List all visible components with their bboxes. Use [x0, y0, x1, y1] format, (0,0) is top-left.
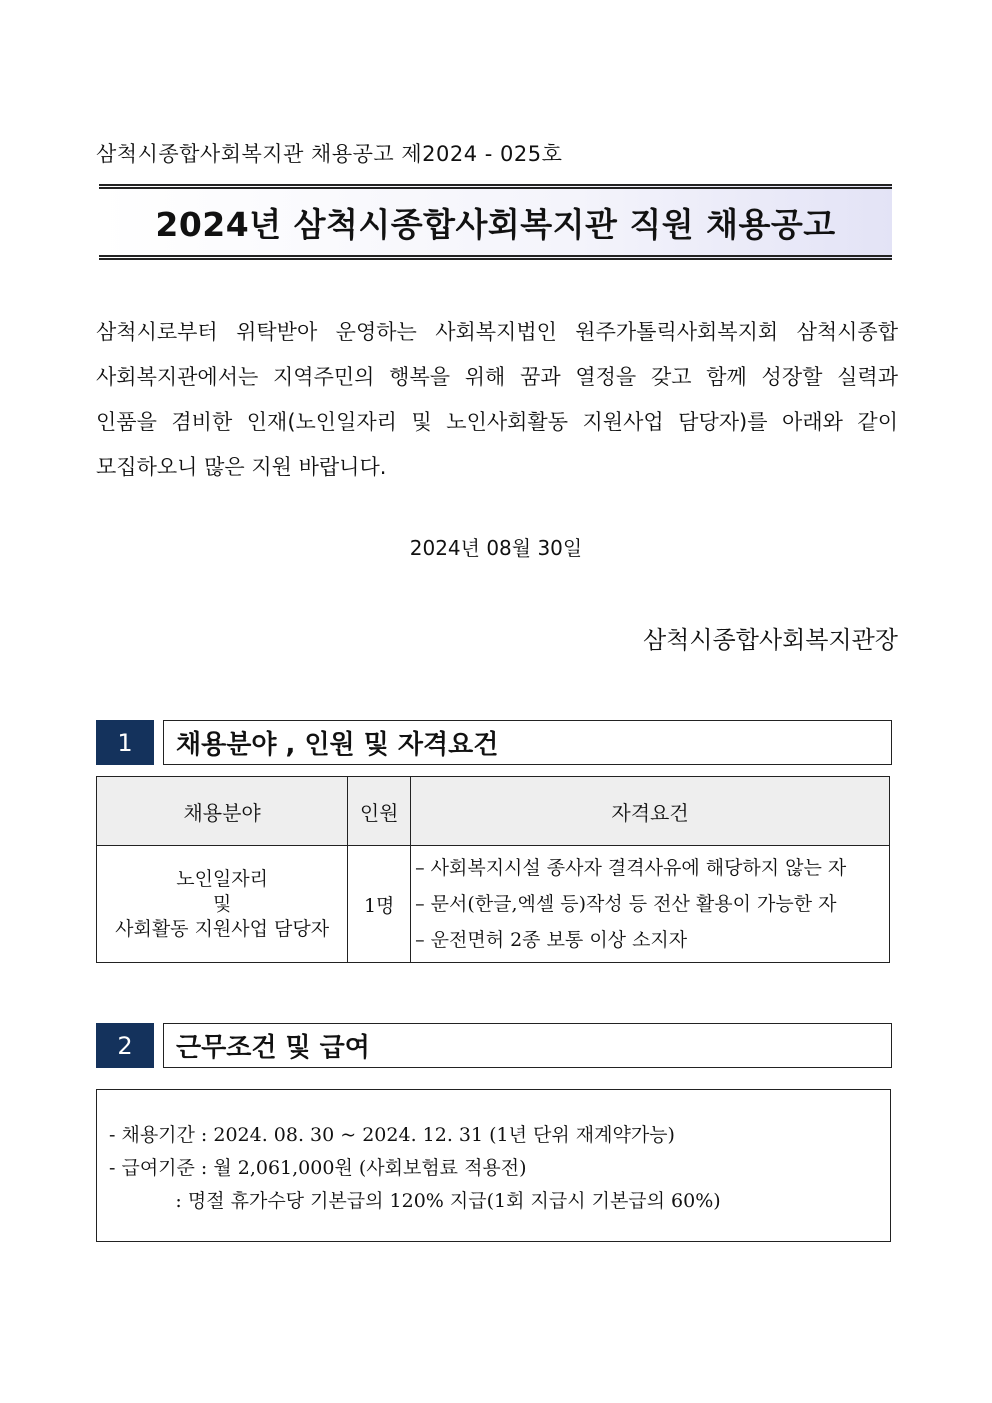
- section-number: 2: [96, 1023, 154, 1068]
- column-header: 인원: [348, 777, 411, 846]
- section-number: 1: [96, 720, 154, 765]
- recruitment-table: [96, 776, 890, 963]
- intro-line: 인품을 겸비한 인재(노인일자리 및 노인사회활동 지원사업 담당자)를 아래와 같이: [96, 410, 898, 434]
- table-header-row: [97, 777, 890, 846]
- section-title: 채용분야 , 인원 및 자격요건: [163, 720, 892, 765]
- requirement-item: – 사회복지시설 종사자 결격사유에 해당하지 않는 자: [415, 857, 847, 879]
- intro-line: 삼척시로부터 위탁받아 운영하는 사회복지법인 원주가톨릭사회복지회 삼척시종합: [96, 320, 898, 344]
- requirements-cell: [411, 846, 890, 963]
- requirement-item: – 운전면허 2종 보통 이상 소지자: [415, 929, 688, 951]
- field-line: 사회활동 지원사업 담당자: [115, 917, 330, 940]
- column-header: 자격요건: [411, 777, 890, 846]
- field-line: 노인일자리: [176, 867, 268, 890]
- page-title: 2024년 삼척시종합사회복지관 직원 채용공고: [155, 204, 836, 244]
- intro-line: 모집하오니 많은 지원 바랍니다.: [96, 455, 387, 479]
- notice-number: 삼척시종합사회복지관 채용공고 제2024 - 025호: [96, 142, 563, 166]
- field-line: 및: [212, 892, 232, 915]
- post-date: 2024년 08월 30일: [409, 536, 583, 560]
- condition-line: : 명절 휴가수당 기본급의 120% 지급(1회 지급시 기본급의 60%): [109, 1190, 721, 1212]
- intro-line: 사회복지관에서는 지역주민의 행복을 위해 꿈과 열정을 갖고 함께 성장할 실력과: [96, 365, 898, 389]
- condition-line: - 급여기준 : 월 2,061,000원 (사회보험료 적용전): [109, 1157, 527, 1179]
- title-box: [99, 184, 892, 260]
- column-header: 채용분야: [97, 777, 348, 846]
- requirement-item: – 문서(한글,엑셀 등)작성 등 전산 활용이 가능한 자: [415, 893, 837, 915]
- table-row: [97, 846, 890, 963]
- section-2-header: [96, 1023, 892, 1068]
- condition-line: - 채용기간 : 2024. 08. 30 ~ 2024. 12. 31 (1년 단위 재계약가능): [109, 1124, 675, 1146]
- field-cell: [97, 846, 348, 963]
- signer: 삼척시종합사회복지관장: [642, 626, 898, 654]
- count-cell: 1명: [348, 846, 411, 963]
- section-title: 근무조건 및 급여: [163, 1023, 892, 1068]
- section-1-header: [96, 720, 892, 765]
- intro-paragraph: [96, 310, 898, 490]
- conditions-box: [96, 1089, 891, 1242]
